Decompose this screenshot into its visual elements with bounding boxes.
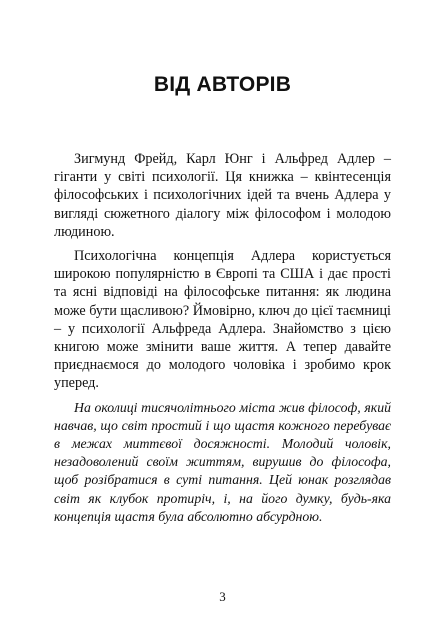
paragraph-concept: Психологічна концепція Адлера користується широкою популярністю в Європі та США і дає прості та ясні відповіді на філософське питання: як людина може бути щасливою? Ймовірно, ключ до цієї таємниці – у психології Альфреда Адлера. Знайомство з цією книгою може змінити ваше життя. А тепер давайте приєднаємося до молодого чоловіка і зробимо крок уперед. (54, 248, 391, 392)
body-text (54, 150, 391, 532)
paragraph-intro: Зигмунд Фрейд, Карл Юнг і Альфред Адлер – гіганти у світі психології. Ця книжка – квінтесенція філософських і психологічних ідей та вчень Адлера у вигляді сюжетного діалогу між філософом і молодою людиною. (54, 151, 391, 240)
page-title: ВІД АВТОРІВ (153, 73, 292, 96)
page-number: 3 (219, 589, 226, 604)
paragraph-italic-story: На околиці тисячолітнього міста жив філософ, який навчав, що світ простий і що щастя кожного перебуває в межах миттєвої досяжності. Молодий чоловік, незадоволений своїм життям, вирушив до філософа, щоб розібратися в суті питання. Цей юнак розглядав світ як клубок протиріч, і, на його думку, будь-яка концепція щастя була абсолютно абсурдною. (54, 399, 391, 524)
